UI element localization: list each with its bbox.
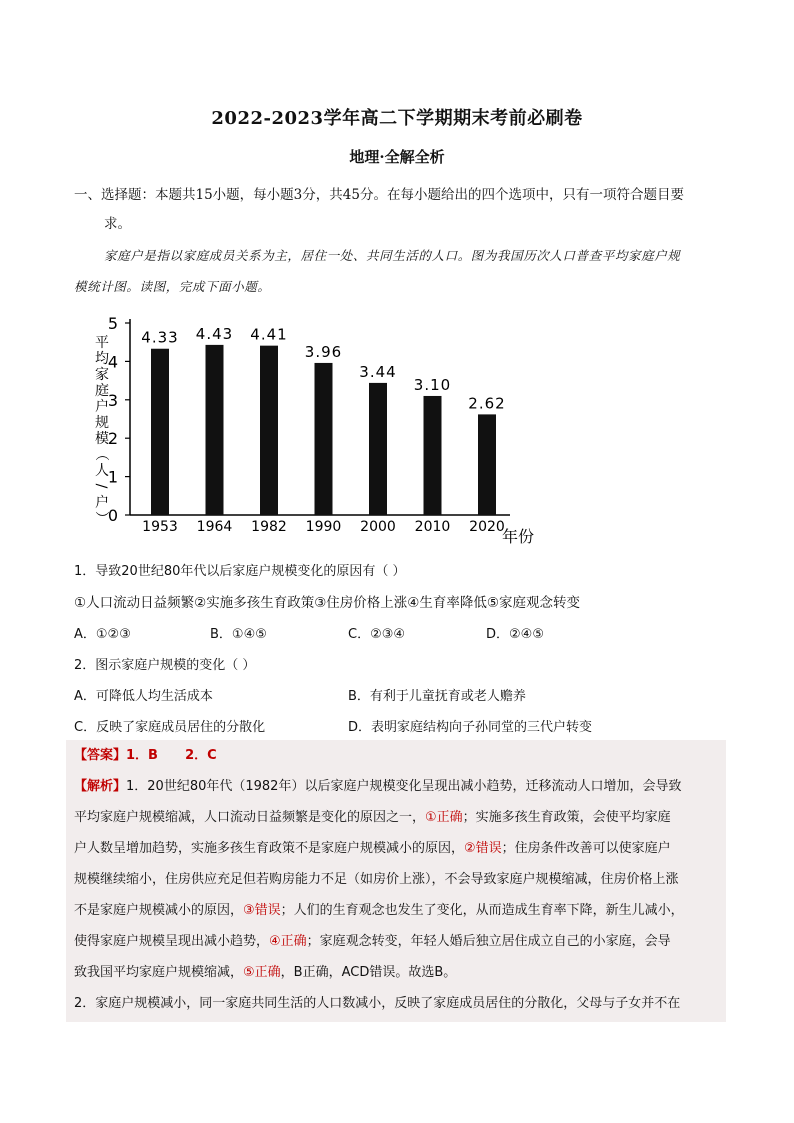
analysis-judgement: ③错误 xyxy=(243,903,281,918)
analysis-text: 致我国平均家庭户规模缩减， xyxy=(74,965,244,980)
section-instruction-line1: 一、选择题：本题共15小题，每小题3分，共45分。在每小题给出的四个选项中，只有一项符合题目要 xyxy=(74,187,684,203)
y-tick-label: 5 xyxy=(107,314,118,333)
y-tick-label: 3 xyxy=(107,390,118,410)
x-tick-label-1990: 1990 xyxy=(305,519,342,535)
y-axis-label-char: 均 xyxy=(95,351,109,367)
y-axis-label-char: 家 xyxy=(95,367,109,383)
x-tick-label-2000: 2000 xyxy=(360,519,396,535)
bar-2010 xyxy=(424,396,442,515)
page-title: 2022-2023学年高二下学期期末考前必刷卷 xyxy=(211,108,583,129)
y-tick-label: 2 xyxy=(107,429,118,449)
intro-line1: 家庭户是指以家庭成员关系为主，居住一处、共同生活的人口。图为我国历次人口普查平均家庭户规 xyxy=(104,248,681,263)
bar-1964 xyxy=(206,345,224,515)
y-tick-label: 1 xyxy=(107,467,118,487)
analysis-text: ；人们的生育观念也发生了变化，从而造成生育率下降，新生儿减小， xyxy=(280,903,684,918)
question-1-stem: 1．导致20世纪80年代以后家庭户规模变化的原因有（ ） xyxy=(74,564,406,579)
question-2-option-b: B．有利于儿童抚育或老人赡养 xyxy=(348,689,526,704)
analysis-line xyxy=(74,864,684,895)
x-tick-label-1964: 1964 xyxy=(196,519,233,535)
bar-2020 xyxy=(478,414,496,515)
question-2-option-a: A．可降低人均生活成本 xyxy=(74,689,213,704)
analysis-text: 使得家庭户规模呈现出减小趋势， xyxy=(74,934,270,949)
y-axis-label-char: 庭 xyxy=(95,383,109,399)
analysis-text: 2．家庭户规模减小，同一家庭共同生活的人口数减小，反映了家庭成员居住的分散化，父母与子女并不在 xyxy=(74,996,681,1011)
bar-1982 xyxy=(260,346,278,515)
y-axis-label-char: 人 xyxy=(95,463,109,479)
section-instruction-line2: 求。 xyxy=(104,216,131,232)
answer-label: 【答案】 xyxy=(74,748,127,763)
question-1-option-a: A．①②③ xyxy=(74,627,131,642)
analysis-line xyxy=(74,771,684,802)
page-subtitle: 地理·全解全析 xyxy=(349,148,445,166)
analysis-line xyxy=(74,895,684,926)
analysis-judgement: ⑤正确 xyxy=(243,965,281,980)
question-1-option-c: C．②③④ xyxy=(348,627,406,642)
bar-1990 xyxy=(315,363,333,515)
y-axis-label-char: （ xyxy=(93,447,109,461)
y-axis-label-char: ） xyxy=(93,511,109,525)
y-axis-label-char: 户 xyxy=(95,399,109,415)
question-2-option-d: D．表明家庭结构向子孙同堂的三代户转变 xyxy=(348,720,593,735)
analysis-text: 规模继续缩小，住房供应充足但若购房能力不足（如房价上涨），不会导致家庭户规模缩减，住房价格上涨 xyxy=(74,872,679,887)
household-size-bar-chart xyxy=(80,305,560,550)
y-axis-label-char: 平 xyxy=(95,335,109,351)
x-axis-label: 年份 xyxy=(501,527,535,546)
question-2-option-c: C．反映了家庭成员居住的分散化 xyxy=(74,720,266,735)
question-1-option-b: B．①④⑤ xyxy=(210,627,267,642)
intro-line2: 模统计图。读图，完成下面小题。 xyxy=(74,279,271,294)
y-axis-label-char: 户 xyxy=(95,495,109,511)
analysis-text: 不是家庭户规模减小的原因， xyxy=(74,903,244,918)
data-label-2020: 2.62 xyxy=(468,394,506,413)
data-label-1953: 4.33 xyxy=(141,328,179,347)
data-label-1982: 4.41 xyxy=(250,325,288,344)
data-label-2010: 3.10 xyxy=(413,375,452,394)
y-axis-label-char: / xyxy=(93,483,109,489)
analysis-text: 户人数呈增加趋势，实施多孩生育政策不是家庭户规模减小的原因， xyxy=(74,841,465,856)
answer-line xyxy=(74,740,217,771)
answer-text: 1．B 2．C xyxy=(126,748,217,763)
y-axis-label-char: 规 xyxy=(95,415,109,431)
analysis-block xyxy=(74,771,684,1019)
y-tick-label: 0 xyxy=(107,506,118,525)
analysis-line xyxy=(74,833,684,864)
analysis-line xyxy=(74,988,684,1019)
analysis-text: ，B正确，ACD错误。故选B。 xyxy=(280,965,457,980)
analysis-text: ；实施多孩生育政策，会使平均家庭 xyxy=(462,810,671,825)
analysis-line xyxy=(74,926,684,957)
analysis-label: 【解析】 xyxy=(74,779,127,794)
bar-2000 xyxy=(369,383,387,515)
analysis-judgement: ②错误 xyxy=(464,841,502,856)
question-1-statements: ①人口流动日益频繁②实施多孩生育政策③住房价格上涨④生育率降低⑤家庭观念转变 xyxy=(74,595,581,611)
analysis-text: ；家庭观念转变，年轻人婚后独立居住成立自己的小家庭，会导 xyxy=(306,934,671,949)
analysis-text: 1．20世纪80年代（1982年）以后家庭户规模变化呈现出减小趋势，迁移流动人口增加，会导致 xyxy=(126,779,682,794)
analysis-line xyxy=(74,957,684,988)
data-label-1990: 3.96 xyxy=(304,342,343,361)
x-tick-label-1953: 1953 xyxy=(142,519,178,535)
x-tick-label-2010: 2010 xyxy=(414,519,451,535)
question-2-stem: 2．图示家庭户规模的变化（ ） xyxy=(74,658,256,673)
x-tick-label-2020: 2020 xyxy=(469,519,505,535)
x-tick-label-1982: 1982 xyxy=(251,519,287,535)
question-1-option-d: D．②④⑤ xyxy=(486,627,544,642)
y-tick-label: 4 xyxy=(107,352,118,372)
y-axis-label-char: 模 xyxy=(95,431,109,447)
analysis-text: ；住房条件改善可以使家庭户 xyxy=(501,841,671,856)
data-label-2000: 3.44 xyxy=(359,362,397,381)
analysis-judgement: ④正确 xyxy=(269,934,307,949)
data-label-1964: 4.43 xyxy=(195,324,234,343)
bar-1953 xyxy=(151,349,169,515)
analysis-line xyxy=(74,802,684,833)
analysis-judgement: ①正确 xyxy=(425,810,463,825)
analysis-text: 平均家庭户规模缩减，人口流动日益频繁是变化的原因之一， xyxy=(74,810,426,825)
